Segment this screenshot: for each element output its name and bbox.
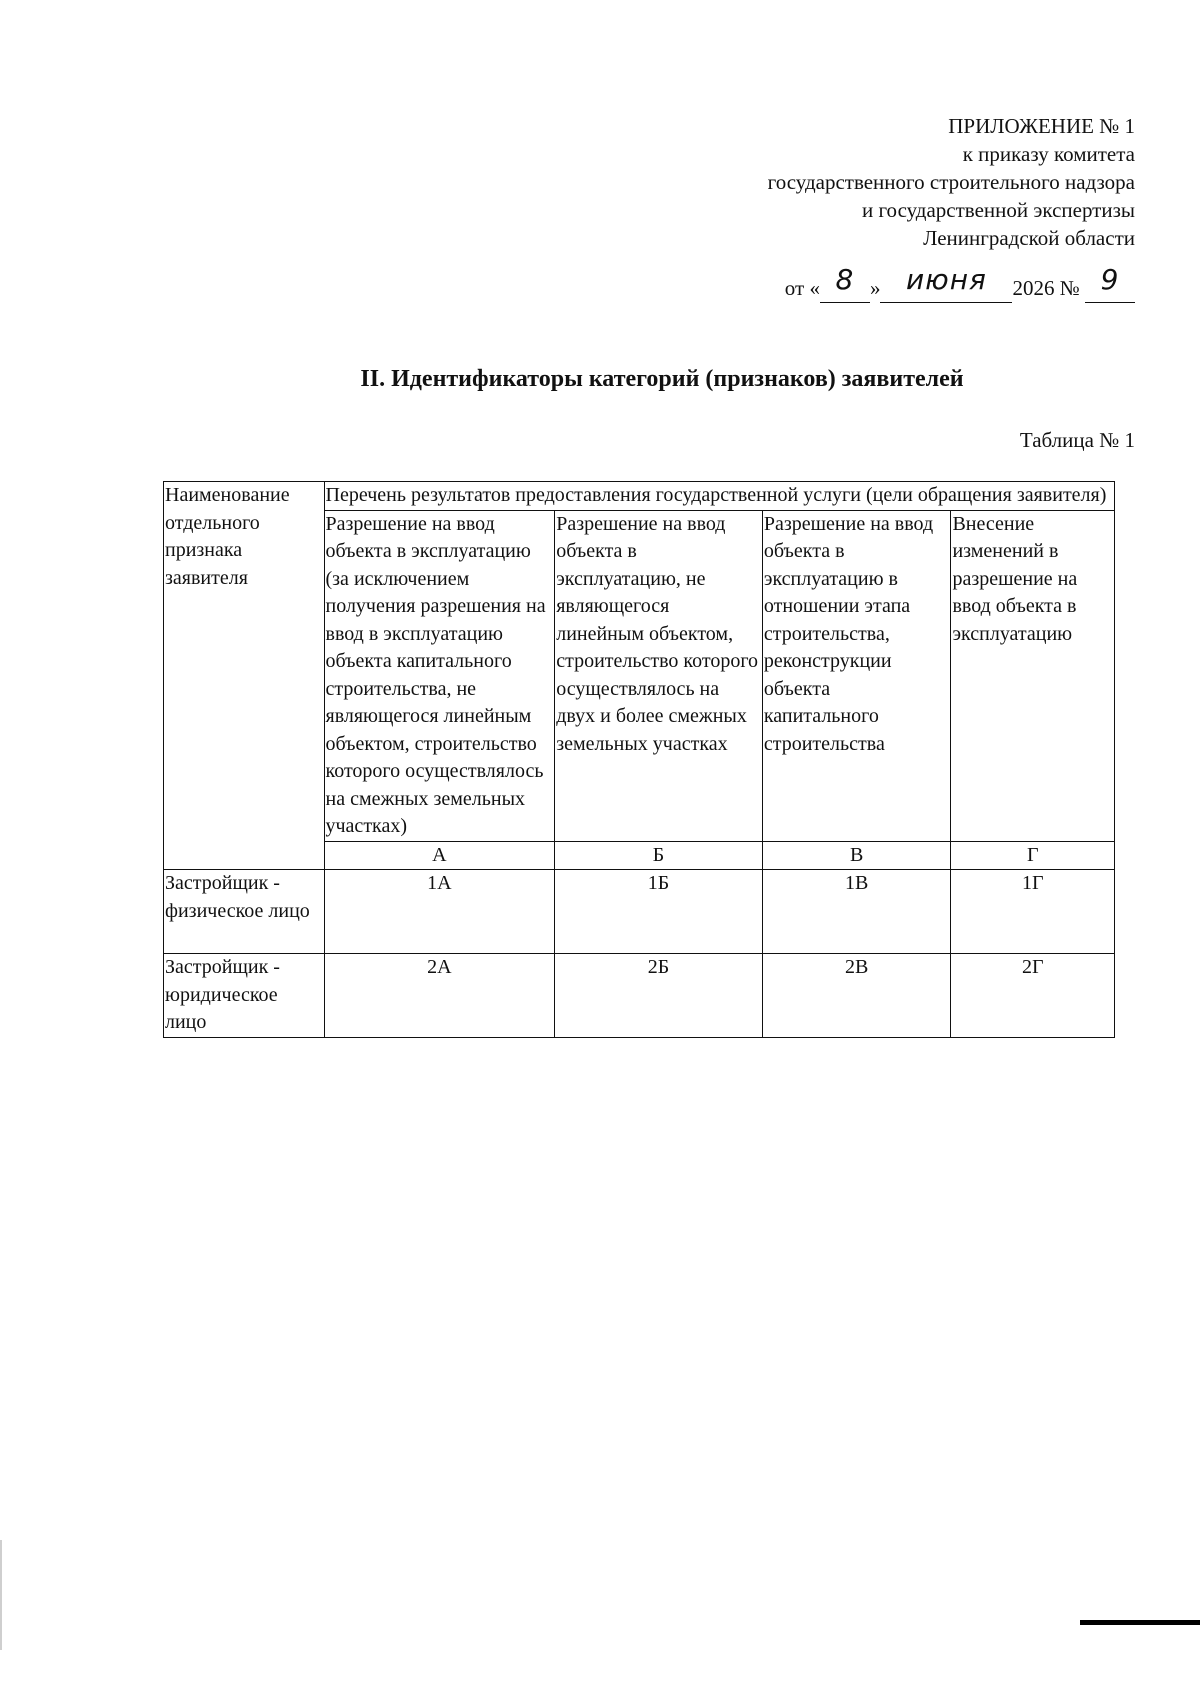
column-header-v: Разрешение на ввод объекта в эксплуатацию в отношении этапа строительства, реконструкции объекта капитального строительства [762,510,951,841]
table-cell: 1Г [951,870,1115,954]
order-month-handwritten: июня [905,263,987,296]
column-code-g: Г [951,841,1115,870]
table-cell: 2Г [951,954,1115,1038]
table-row [164,870,1115,954]
appendix-title: ПРИЛОЖЕНИЕ № 1 [948,114,1135,138]
table-cell: 2Б [555,954,763,1038]
table-cell: 2В [762,954,951,1038]
scan-border-mark [1080,1620,1200,1625]
section-title [0,366,1200,393]
section-title-text: II. Идентификаторы категорий (признаков) заявителей [360,366,964,392]
table-cell: 1А [324,870,555,954]
row-label: Застройщик - физическое лицо [164,870,325,954]
order-prefix: от « [784,276,820,300]
row-label: Застройщик - юридическое лицо [164,954,325,1038]
order-date-line [784,263,1135,303]
table-row [164,954,1115,1038]
order-year-text: 2026 № [1012,276,1080,300]
order-quote-close: » [869,276,881,300]
appendix-line-2: к приказу комитета [962,142,1135,166]
appendix-line-4: и государственной экспертизы [861,198,1135,222]
order-number-field [1085,263,1135,303]
order-month-field [880,263,1012,303]
column-code-b: Б [555,841,763,870]
table-caption: Таблица № 1 [1019,428,1135,452]
order-day-field [820,263,870,303]
table-header-row [164,482,1115,511]
column-header-g: Внесение изменений в разрешение на ввод объекта в эксплуатацию [951,510,1115,841]
appendix-header [768,112,1135,252]
table-cell: 2А [324,954,555,1038]
column-header-b: Разрешение на ввод объекта в эксплуатацию, не являющегося линейным объектом, строительство которого осуществлялось на двух и более смежных земельных участках [555,510,763,841]
column-code-v: В [762,841,951,870]
corner-header-cell: Наименование отдельного признака заявителя [164,482,325,870]
column-header-a: Разрешение на ввод объекта в эксплуатацию (за исключением получения разрешения на ввод в эксплуатацию объекта капитального строительства, не являющегося линейным объектом, строительство которого осуществлялось на смежных земельных участках) [324,510,555,841]
applicant-identifiers-table [163,481,1115,1038]
order-day-handwritten: 8 [835,263,855,296]
table-cell: 1Б [555,870,763,954]
scan-edge-mark [0,1540,2,1650]
column-code-a: А [324,841,555,870]
appendix-line-5: Ленинградской области [923,226,1135,250]
appendix-line-3: государственного строительного надзора [767,170,1135,194]
order-number-handwritten: 9 [1100,263,1120,296]
table-cell: 1В [762,870,951,954]
group-header-cell: Перечень результатов предоставления государственной услуги (цели обращения заявителя) [324,482,1115,511]
